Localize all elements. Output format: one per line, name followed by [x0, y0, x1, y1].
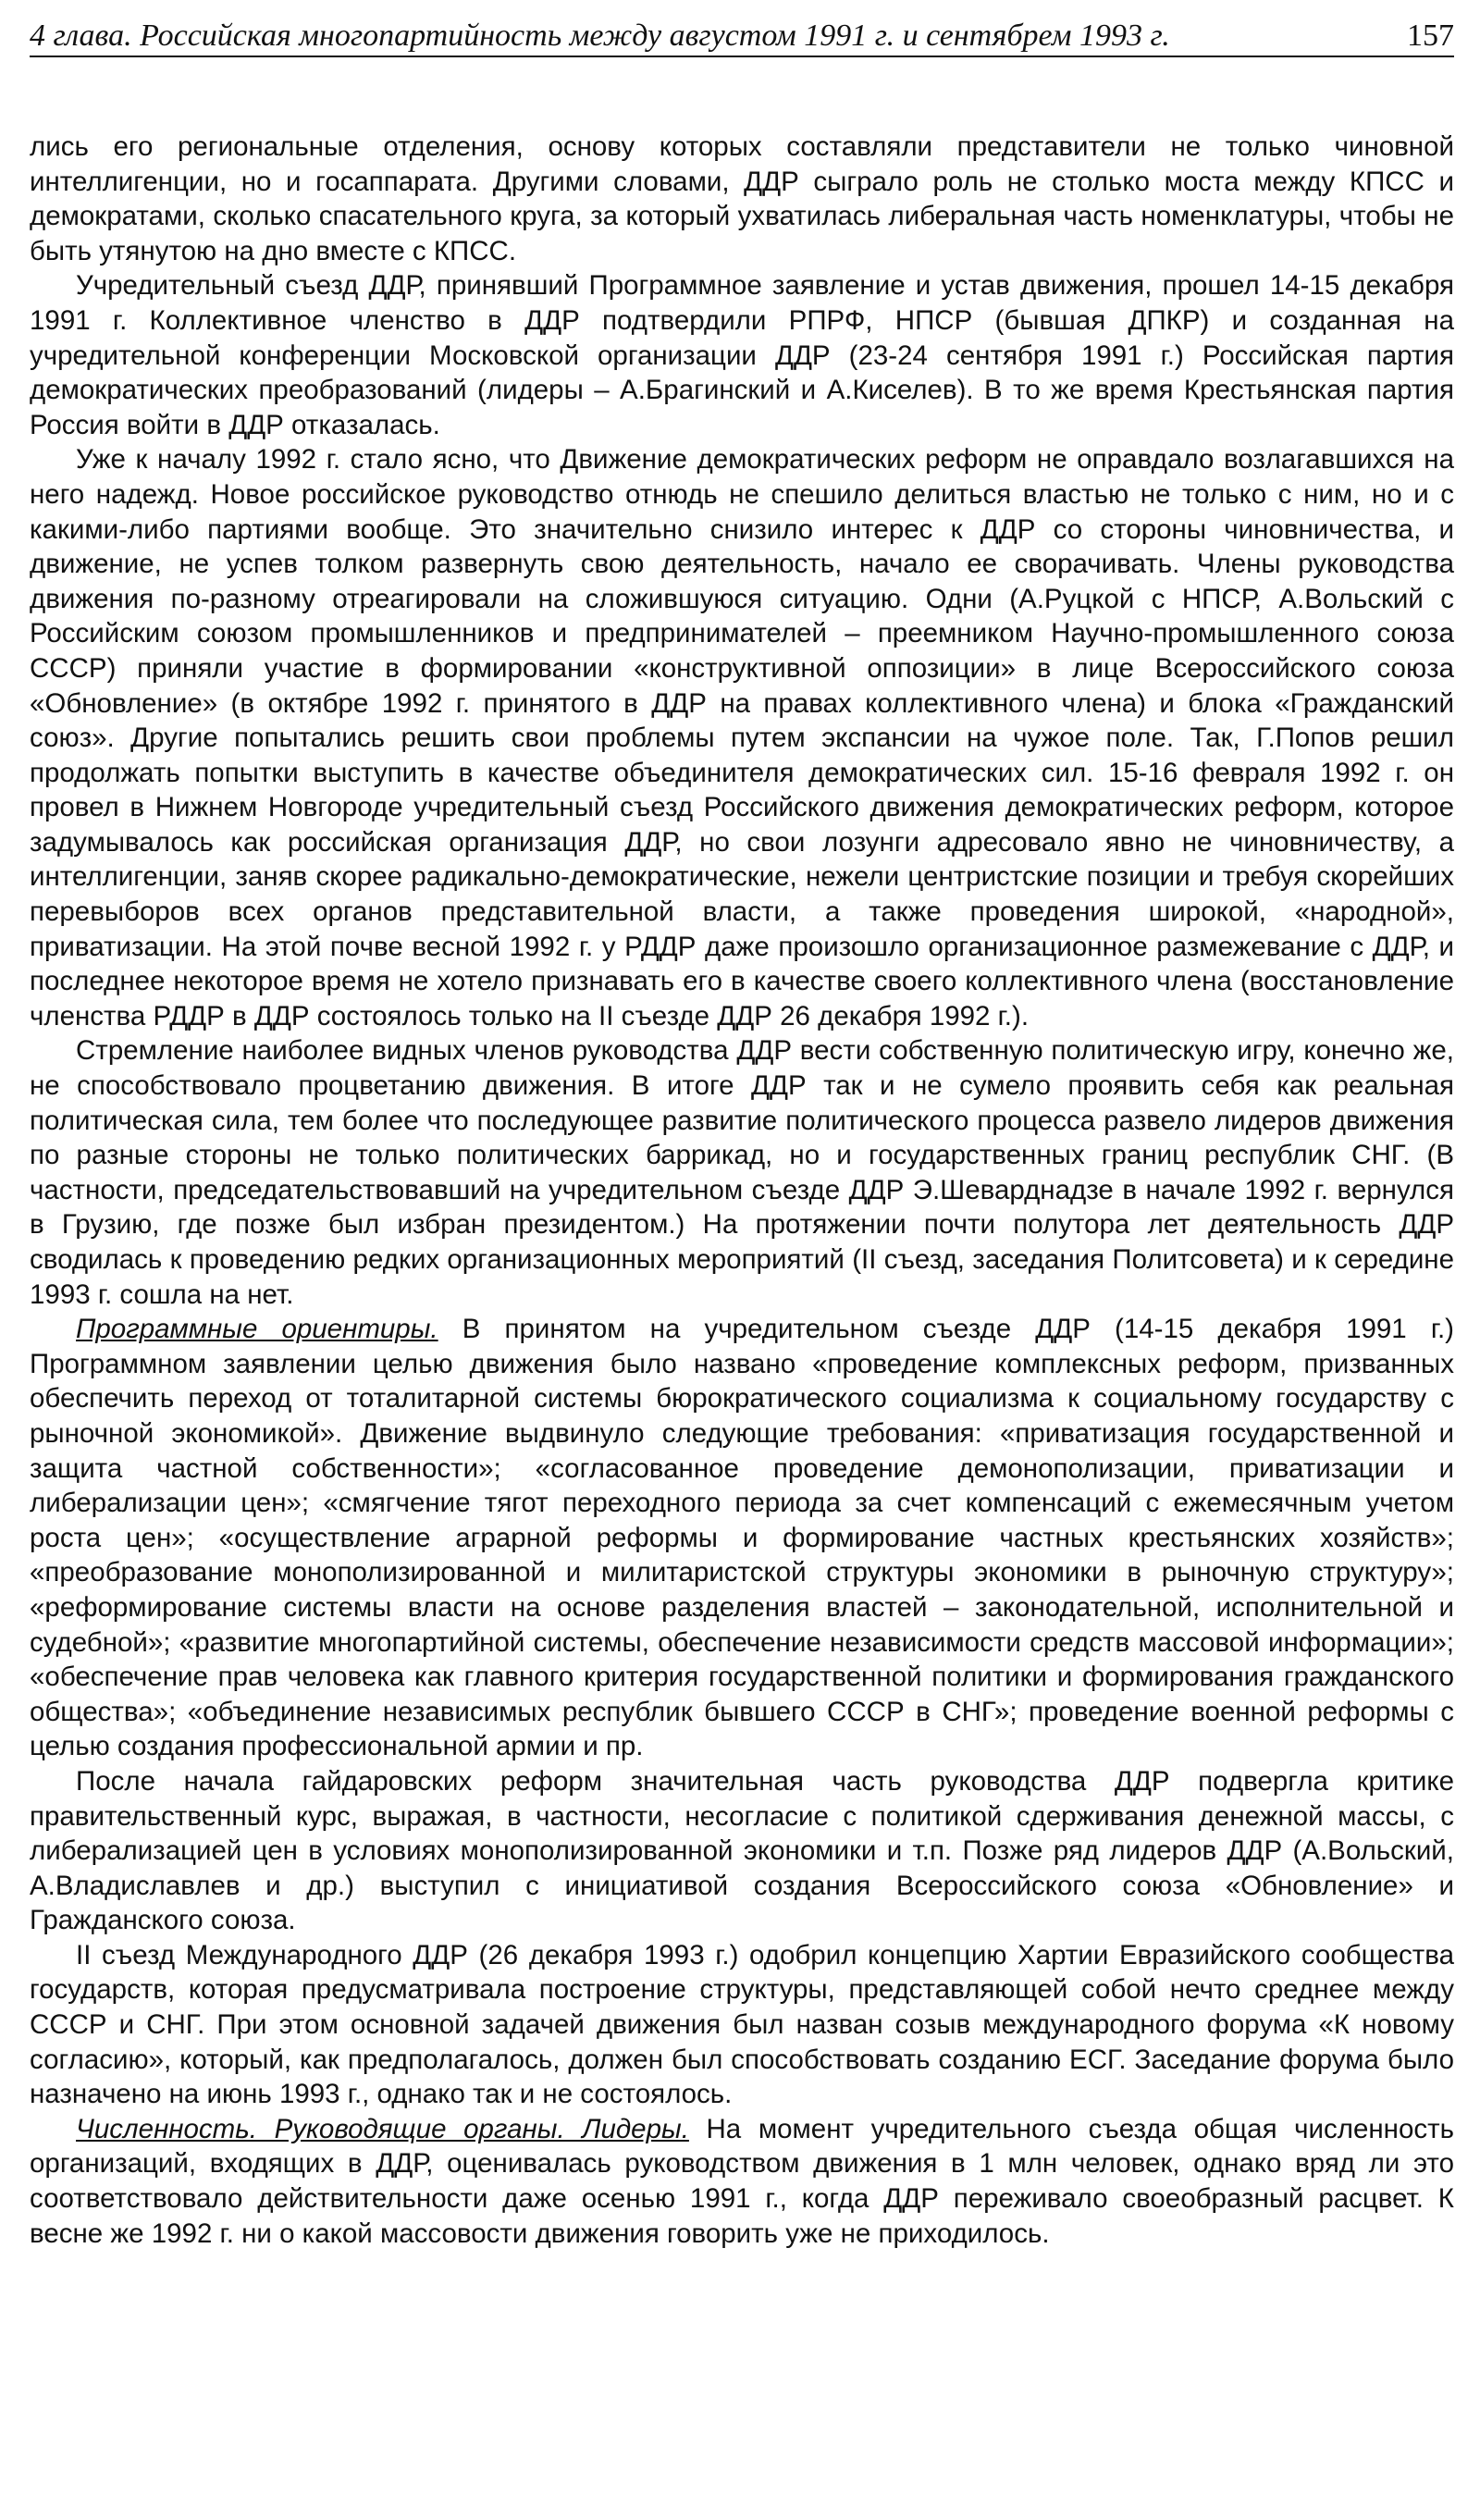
chapter-title: 4 глава. Российская многопартийность между августом 1991 г. и сентябрем 1993 г.: [30, 19, 1170, 53]
header-rule: [30, 56, 1454, 57]
paragraph-membership-text: На момент учредительного съезда общая численность организаций, входящих в ДДР, оценивалась руководством движения в 1 млн человек, однако вряд ли это соответствовало действительности даже осенью 1991 г., когда ДДР переживало своеобразный расцвет. К весне же 1992 г. ни о какой массовости движения говорить уже не приходилось.: [30, 2113, 1455, 2249]
paragraph-leadership-ambitions: Стремление наиболее видных членов руководства ДДР вести собственную политическую игру, конечно же, не способствовало процветанию движения. В итоге ДДР так и не сумело проявить себя как реальная политическая сила, тем более что последующее развитие политического процесса развело лидеров движения по разные стороны не только политических баррикад, но и государственных границ республик СНГ. (В частности, председательствовавший на учредительном съезде ДДР Э.Шеварднадзе в начале 1992 г. вернулся в Грузию, где позже был избран президентом.) На протяжении почти полутора лет деятельность ДДР сводилась к проведению редких организационных мероприятий (II съезд, заседания Политсовета) и к середине 1993 г. сошла на нет.: [30, 1035, 1454, 1310]
section-heading-program: Программные ориентиры.: [76, 1314, 438, 1345]
paragraph-program-text: В принятом на учредительном съезде ДДР (14-15 декабря 1991 г.) Программном заявлении целью движения было названо «проведение комплексных реформ, призванных обеспечить переход от тоталитарной системы бюрократического социализма к социальному государству с рыночной экономикой». Движение выдвинуло следующие требования: «приватизация государственной и защита частной собственности»; «согласованное проведение демонополизации, приватизации и либерализации цен»; «смягчение тягот переходного периода за счет компенсаций с ежемесячным учетом роста цен»; «осуществление аграрной реформы и формирование частных крестьянских хозяйств»; «преобразование монополизированной и милитаристской структуры экономики в рыночную структуру»; «реформирование системы власти на основе разделения властей – законодательной, исполнительной и судебной»; «развитие многопартийной системы, обеспечение независимости средств массовой информации»; «обеспечение прав человека как главного критерия государственной политики и формирования гражданского общества»; «объединение независимых республик бывшего СССР в СНГ»; проведение военной реформы с целью создания профессиональной армии и пр.: [30, 1314, 1454, 1762]
paragraph-gaidar-reforms: После начала гайдаровских реформ значительная часть руководства ДДР подвергла критике правительственный курс, выражая, в частности, несогласие с политикой сдерживания денежной массы, с либерализацией цен в условиях монополизированной экономики и т.п. Позже ряд лидеров ДДР (А.Вольский, А.Владиславлев и др.) выступил с инициативой создания Всероссийского союза «Обновление» и Гражданского союза.: [30, 1765, 1454, 1936]
paragraph-founding-congress: Учредительный съезд ДДР, принявший Программное заявление и устав движения, прошел 14-15 декабря 1991 г. Коллективное членство в ДДР подтвердили РПРФ, НПСР (бывшая ДПКР) и созданная на учредительной конференции Московской организации ДДР (23-24 сентября 1991 г.) Российская партия демократических преобразований (лидеры – А.Брагинский и А.Киселев). В то же время Крестьянская партия Россия войти в ДДР отказалась.: [30, 270, 1454, 440]
page-number: 157: [1407, 19, 1454, 53]
body-text: [30, 130, 1454, 2251]
paragraph-continuation: лись его региональные отделения, основу которых составляли представители не только чиновной интеллигенции, но и госаппарата. Другими словами, ДДР сыграло роль не столько моста между КПСС и демократами, сколько спасательного круга, за который ухватилась либеральная часть номенклатуры, чтобы не быть утянутою на дно вместе с КПСС.: [30, 131, 1454, 266]
running-header: [30, 7, 1454, 54]
paragraph-early-1992: Уже к началу 1992 г. стало ясно, что Движение демократических реформ не оправдало возлагавшихся на него надежд. Новое российское руководство отнюдь не спешило делиться властью не только с ним, но и с какими-либо партиями вообще. Это значительно снизило интерес к ДДР со стороны чиновничества, и движение, не успев толком развернуть свою деятельность, начало ее сворачивать. Члены руководства движения по-разному отреагировали на сложившуюся ситуацию. Одни (А.Руцкой с НПСР, А.Вольский с Российским союзом промышленников и предпринимателей – преемником Научно-промышленного союза СССР) приняли участие в формировании «конструктивной оппозиции» в лице Всероссийского союза «Обновление» (в октябре 1992 г. принятого в ДДР на правах коллективного члена) и блока «Гражданский союз». Другие попытались решить свои проблемы путем экспансии на чужое поле. Так, Г.Попов решил продолжать попытки выступить в качестве объединителя демократических сил. 15-16 февраля 1992 г. он провел в Нижнем Новгороде учредительный съезд Российского движения демократических реформ, которое задумывалось как российская организация ДДР, но свои лозунги адресовало явно не чиновничеству, а интеллигенции, заняв скорее радикально-демократические, нежели центристские позиции и требуя скорейших перевыборов всех органов представительной власти, а также проведения широкой, «народной», приватизации. На этой почве весной 1992 г. у РДДР даже произошло организационное размежевание с ДДР, и последнее некоторое время не хотело признавать его в качестве своего коллективного члена (восстановление членства РДДР в ДДР состоялось только на II съезде ДДР 26 декабря 1992 г.).: [30, 444, 1454, 1031]
paragraph-program: [30, 1312, 1454, 1764]
section-heading-membership: Численность. Руководящие органы. Лидеры.: [76, 2113, 689, 2144]
paragraph-membership: [30, 2112, 1454, 2251]
paragraph-second-congress: II съезд Международного ДДР (26 декабря 1993 г.) одобрил концепцию Хартии Евразийского сообщества государств, которая предусматривала построение структуры, представляющей собой нечто среднее между СССР и СНГ. При этом основной задачей движения был назван созыв международного форума «К новому согласию», который, как предполагалось, должен был способствовать созданию ЕСГ. Заседание форума было назначено на июнь 1993 г., однако так и не состоялось.: [30, 1939, 1454, 2110]
